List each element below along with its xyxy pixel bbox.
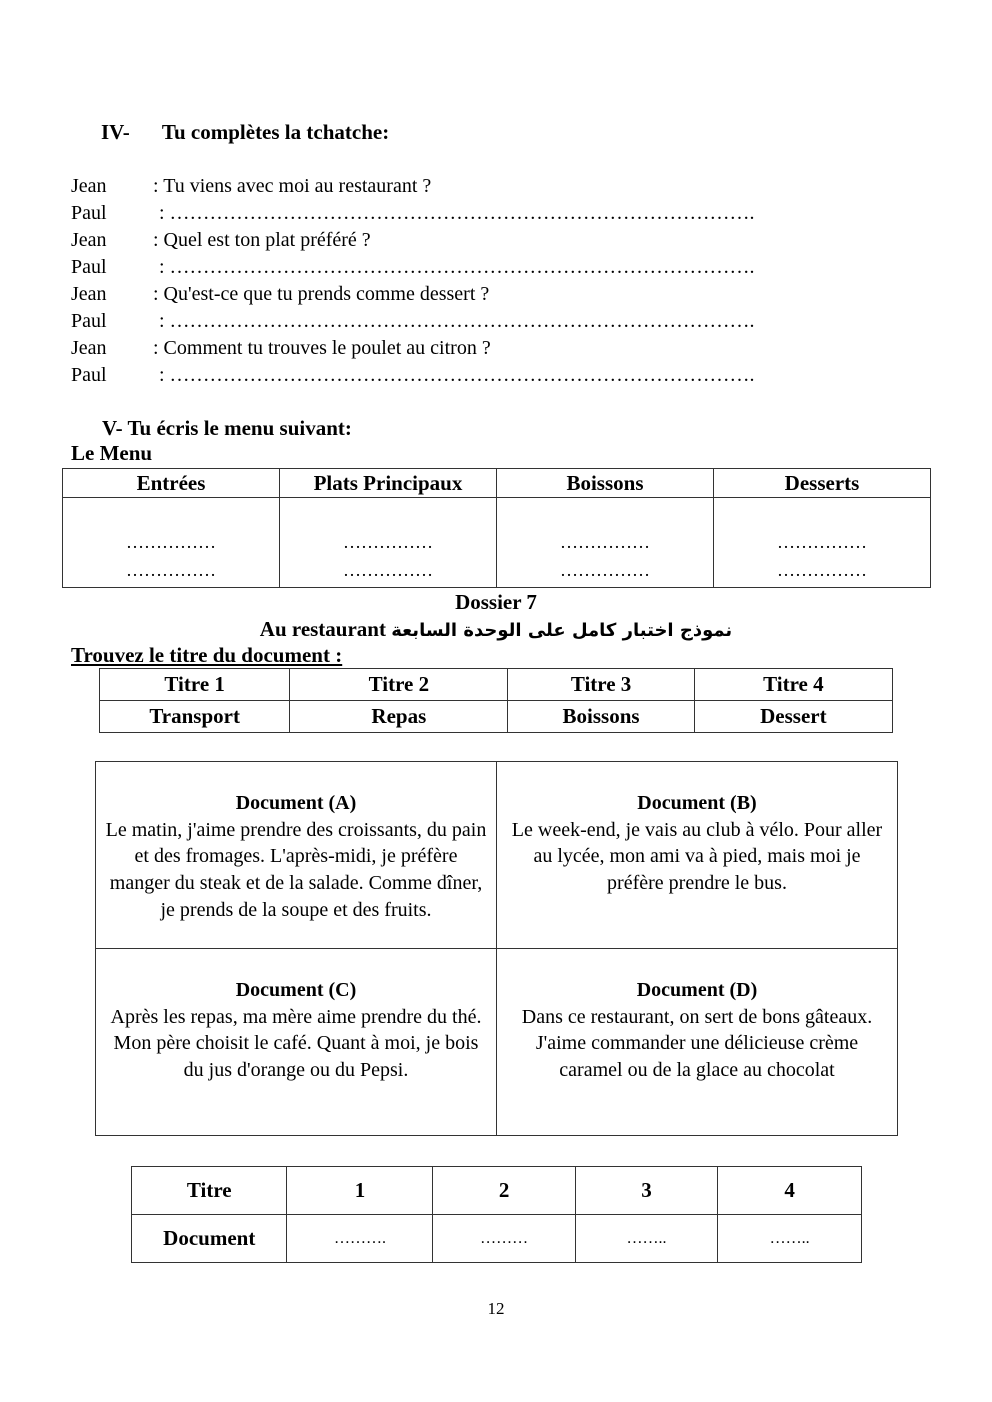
answer-row-label: Document [132,1215,287,1263]
document-c [96,949,497,1136]
document-title: Document (B) [637,792,757,814]
menu-column-header: Desserts [714,469,931,498]
answer-table [131,1166,862,1263]
speaker: Paul [71,310,107,332]
blank-line[interactable]: …………… [343,560,433,580]
title-value: Dessert [694,701,892,733]
menu-label: Le Menu [71,441,153,465]
dialogue-line [71,281,489,308]
menu-cell-plats[interactable] [280,498,497,588]
answer-number: 3 [575,1167,717,1215]
title-header: Titre 3 [508,669,694,701]
document-text: Le matin, j'aime prendre des croissants, du pain et des fromages. L'après-midi, je préfère manger du steak et de la salade. Comme dîner, je prends de la soupe et des fruits. [105,818,487,921]
dossier-title: Dossier 7 [455,590,537,614]
answer-number: 2 [433,1167,575,1215]
document-a [96,762,497,949]
menu-blank-row [63,498,931,588]
title-value: Repas [290,701,508,733]
dialogue-line [71,254,755,281]
answer-blank[interactable]: : ……………………………………………………………………………. [159,310,755,332]
menu-header-row [63,469,931,498]
speaker: Jean [71,175,107,197]
title-header: Titre 1 [100,669,290,701]
documents-row [96,949,898,1136]
blank-line[interactable]: …………… [777,532,867,552]
answer-blank[interactable]: ………. [287,1215,433,1263]
line-text: : Tu viens avec moi au restaurant ? [153,175,432,197]
dialogue-line [71,173,431,200]
section-v-title: V- Tu écris le menu suivant: [102,416,352,440]
menu-column-header: Entrées [63,469,280,498]
blank-line[interactable]: …………… [126,532,216,552]
menu-column-header: Plats Principaux [280,469,497,498]
title-header: Titre 2 [290,669,508,701]
dialogue-line [71,200,755,227]
section-iv-title: Tu complètes la tchatche: [161,120,390,144]
answer-blank[interactable]: …….. [718,1215,862,1263]
blank-line[interactable]: …………… [777,560,867,580]
blank-line[interactable]: …………… [126,560,216,580]
dossier-subtitle-fr: Au restaurant [259,617,386,641]
dialogue-line [71,362,755,389]
titles-value-row [100,701,893,733]
answer-row-label: Titre [132,1167,287,1215]
menu-column-header: Boissons [497,469,714,498]
blank-line[interactable]: …………… [343,532,433,552]
answer-blank[interactable]: ……… [433,1215,575,1263]
speaker: Jean [71,229,107,251]
speaker: Paul [71,364,107,386]
speaker: Paul [71,202,107,224]
line-text: : Comment tu trouves le poulet au citron ? [153,337,491,359]
dialogue-line [71,308,755,335]
speaker: Jean [71,337,107,359]
titles-header-row [100,669,893,701]
menu-table [62,468,931,588]
title-header: Titre 4 [694,669,892,701]
answer-number: 4 [718,1167,862,1215]
speaker: Jean [71,283,107,305]
blank-line[interactable]: …………… [560,532,650,552]
speaker: Paul [71,256,107,278]
title-value: Boissons [508,701,694,733]
dossier-subtitle-ar: نموذج اختبار كامل على الوحدة السابعة [391,620,733,641]
document-text: Après les repas, ma mère aime prendre du thé. Mon père choisit le café. Quant à moi, je bois du jus d'orange ou du Pepsi. [110,1005,482,1082]
document-title: Document (D) [636,979,758,1001]
answer-blank[interactable]: : ……………………………………………………………………………. [159,256,755,278]
line-text: : Qu'est-ce que tu prends comme dessert ? [153,283,490,305]
line-text: : Quel est ton plat préféré ? [153,229,371,251]
answer-blank[interactable]: : ……………………………………………………………………………. [159,202,755,224]
document-text: Le week-end, je vais au club à vélo. Pour aller au lycée, mon ami va à pied, mais moi je préfère prendre le bus. [511,818,883,895]
document-text: Dans ce restaurant, on sert de bons gâteaux. J'aime commander une délicieuse crème caramel ou de la glace au chocolat [521,1005,873,1082]
documents-row [96,762,898,949]
documents-table [95,761,898,1136]
answer-header-row [132,1167,862,1215]
document-title: Document (C) [235,979,357,1001]
titles-instruction: Trouvez le titre du document : [71,643,343,667]
dialogue-line [71,227,371,254]
answer-blank[interactable]: …….. [575,1215,717,1263]
section-iv-number: IV- [101,120,130,144]
menu-cell-entrees[interactable] [63,498,280,588]
section-iv-heading [101,120,389,145]
dossier-subtitle [0,617,992,642]
answer-blank[interactable]: : ……………………………………………………………………………. [159,364,755,386]
answer-number: 1 [287,1167,433,1215]
titles-table [99,668,893,733]
menu-cell-boissons[interactable] [497,498,714,588]
dialogue-line [71,335,491,362]
page-number: 12 [487,1299,505,1318]
blank-line[interactable]: …………… [560,560,650,580]
document-d [497,949,898,1136]
menu-cell-desserts[interactable] [714,498,931,588]
document-title: Document (A) [235,792,357,814]
title-value: Transport [100,701,290,733]
document-b [497,762,898,949]
answer-blank-row [132,1215,862,1263]
